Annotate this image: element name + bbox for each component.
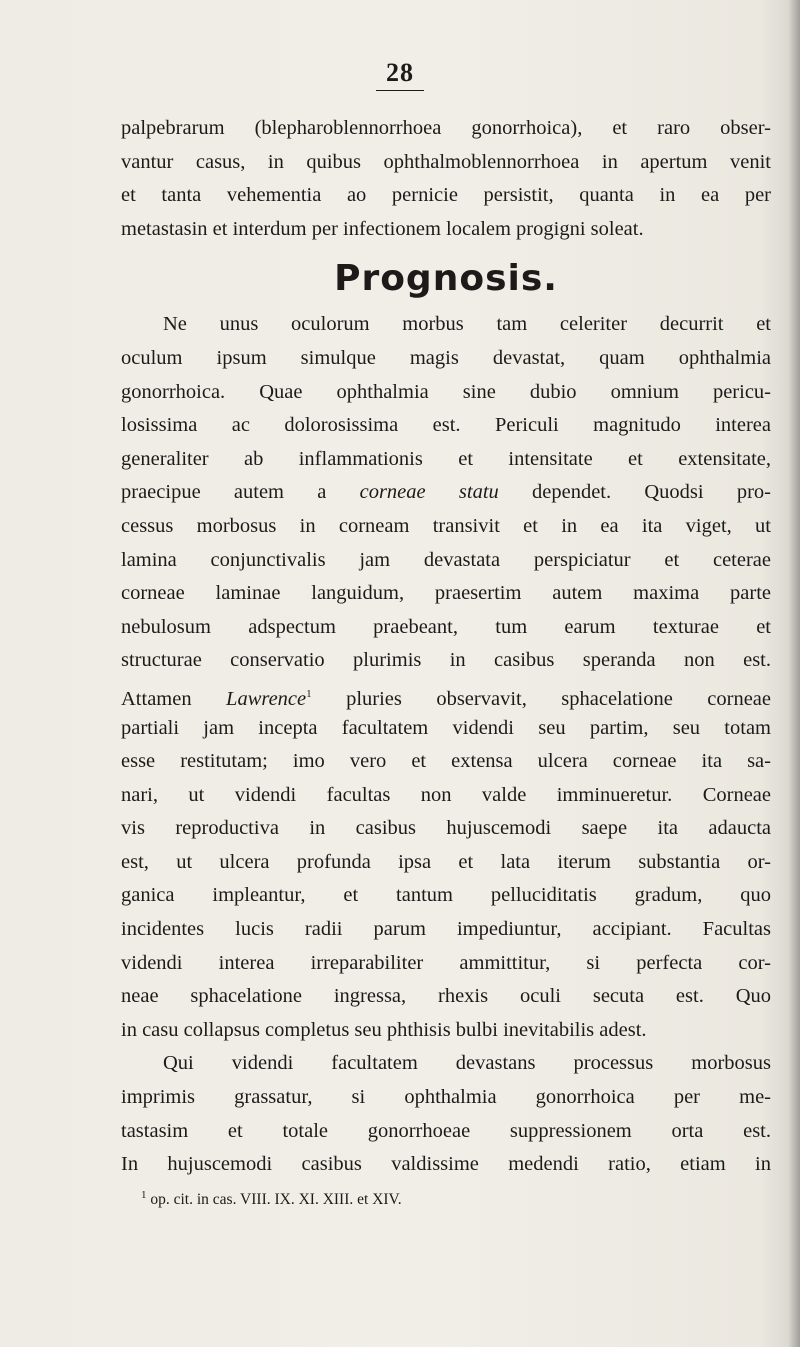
text-line: losissima ac dolorosissima est. Periculi magnitudo interea (121, 414, 771, 437)
text-line: Qui videndi facultatem devastans processus morbosus (163, 1052, 771, 1075)
text-line: partiali jam incepta facultatem videndi seu partim, seu totam (121, 716, 771, 739)
text-line: In hujuscemodi casibus valdissime medendi ratio, etiam in (121, 1153, 771, 1176)
text-line: neae sphacelatione ingressa, rhexis oculi secuta est. Quo (121, 985, 771, 1008)
text-line: in casu collapsus completus seu phthisis bulbi inevitabilis adest. (121, 1018, 647, 1041)
italic-term: corneae (359, 481, 426, 504)
text-line: metastasin et interdum per infectionem localem progigni soleat. (121, 217, 644, 240)
text-segment: Attamen (121, 687, 227, 710)
text-line: et tanta vehementia ao pernicie persistit, quanta in ea per (121, 184, 771, 207)
text-line: nari, ut videndi facultas non valde imminueretur. Corneae (121, 783, 771, 806)
text-line: corneae laminae languidum, praesertim autem maxima parte (121, 582, 771, 605)
text-line: generaliter ab inflammationis et intensitate et extensitate, (121, 447, 771, 470)
text-line: tastasim et totale gonorrhoeae suppressionem orta est. (121, 1119, 771, 1142)
text-segment: praecipue autem a (121, 481, 360, 504)
text-line: gonorrhoica. Quae ophthalmia sine dubio omnium pericu- (121, 380, 771, 403)
text-line: videndi interea irreparabiliter ammittitur, si perfecta cor- (121, 951, 771, 974)
body-text (121, 112, 771, 1213)
text-line: structurae conservatio plurimis in casibus speranda non est. (121, 649, 771, 672)
page-number-text: 28 (376, 58, 424, 91)
text-segment: dependet. Quodsi pro- (498, 481, 772, 504)
page-edge-shadow (788, 0, 800, 1347)
text-line (121, 678, 771, 712)
text-line: incidentes lucis radii parum impediuntur, accipiant. Facultas (121, 918, 771, 941)
text-line: vis reproductiva in casibus hujuscemodi saepe ita adaucta (121, 817, 771, 840)
text-line: nebulosum adspectum praebeant, tum earum texturae et (121, 615, 771, 638)
page-number (0, 58, 800, 91)
footnote-marker: 1 (141, 1188, 147, 1201)
text-segment: pluries observavit, sphacelatione corneae (311, 687, 772, 710)
text-line: palpebrarum (blepharoblennorrhoea gonorrhoica), et raro obser- (121, 117, 771, 139)
text-line: lamina conjunctivalis jam devastata perspiciatur et ceterae (121, 548, 771, 571)
footnote-text: op. cit. in cas. VIII. IX. XI. XIII. et XIV. (146, 1190, 402, 1208)
footnote (121, 1182, 771, 1213)
text-line: vantur casus, in quibus ophthalmoblennorrhoea in apertum venit (121, 150, 771, 173)
text-line: esse restitutam; imo vero et extensa ulcera corneae ita sa- (121, 750, 771, 773)
text-line: oculum ipsum simulque magis devastat, quam ophthalmia (121, 346, 771, 369)
text-segment (426, 481, 459, 503)
text-line: est, ut ulcera profunda ipsa et lata iterum substantia or- (121, 850, 771, 873)
text-line: ganica impleantur, et tantum pelluciditatis gradum, quo (121, 884, 771, 907)
text-line: imprimis grassatur, si ophthalmia gonorrhoica per me- (121, 1086, 771, 1109)
section-heading: Prognosis. (334, 258, 558, 300)
text-line (121, 476, 771, 510)
text-line: Ne unus oculorum morbus tam celeriter decurrit et (163, 313, 771, 336)
footnote-reference: 1 (306, 687, 312, 700)
italic-term: statu (458, 481, 499, 504)
text-line: cessus morbosus in corneam transivit et in ea ita viget, ut (121, 514, 771, 537)
author-name: Lawrence (226, 687, 307, 710)
